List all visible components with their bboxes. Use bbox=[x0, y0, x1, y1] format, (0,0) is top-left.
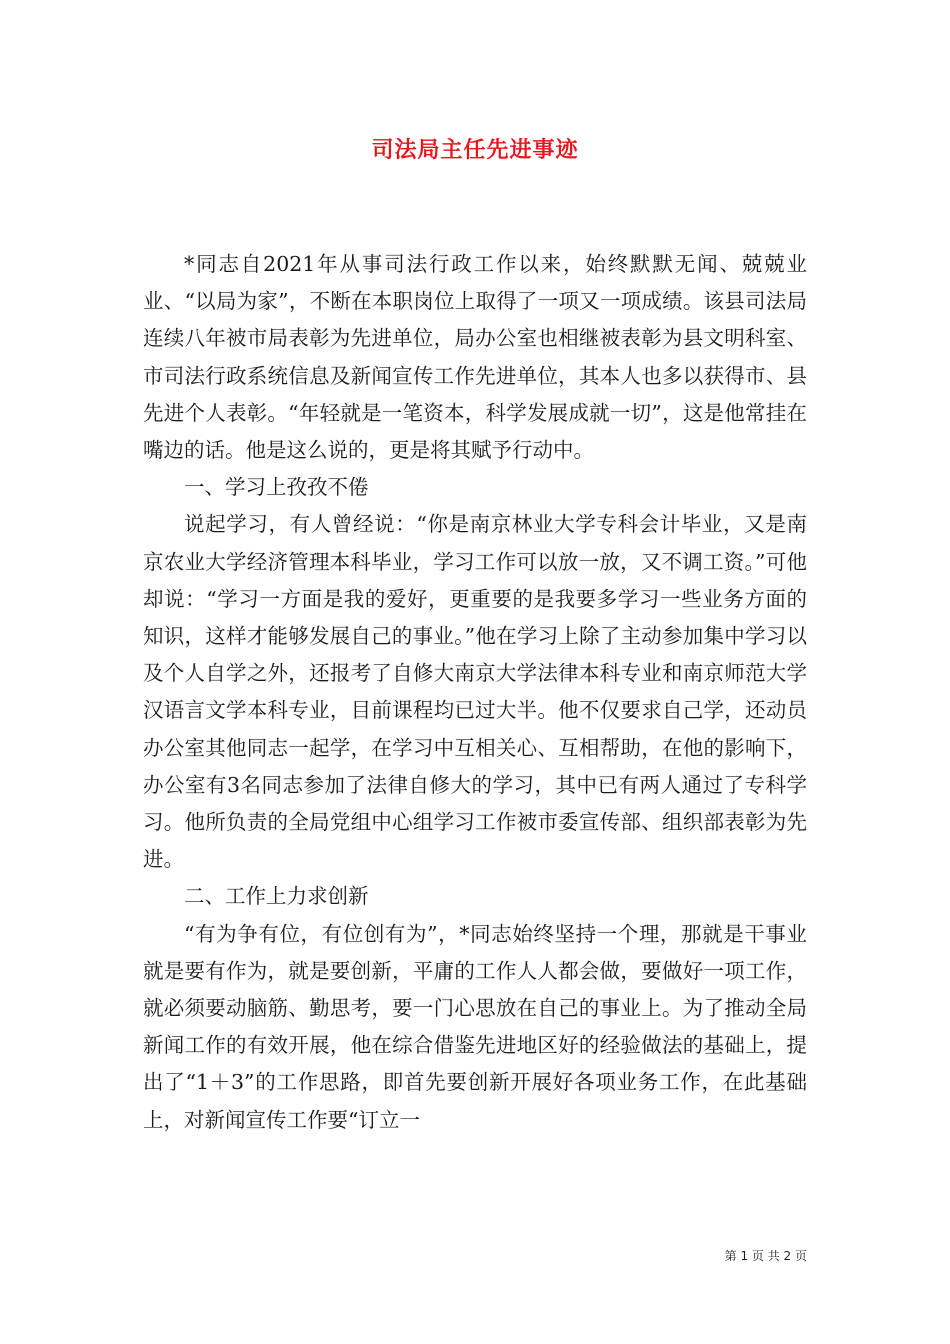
section-heading-study: 一、学习上孜孜不倦 bbox=[184, 475, 369, 500]
paragraph-intro: *同志自2021年从事司法行政工作以来，始终默默无闻、兢兢业业、“以局为家”，不断在本职岗位上取得了一项又一项成绩。该县司法局连续八年被市局表彰为先进单位，局办公室也相继被表彰为县文明科室、市司法行政系统信息及新闻宣传工作先进单位，其本人也多以获得市、县先进个人表彰。“年轻就是一笔资本，科学发展成就一切”，这是他常挂在嘴边的话。他是这么说的，更是将其赋予行动中。 bbox=[143, 252, 807, 463]
paragraph-innovation: “有为争有位，有位创有为”，*同志始终坚持一个理，那就是干事业就是要有作为，就是要创新，平庸的工作人人都会做，要做好一项工作，就必须要动脑筋、勤思考，要一门心思放在自己的事业上。为了推动全局新闻工作的有效开展，他在综合借鉴先进地区好的经验做法的基础上，提出了“1＋3”的工作思路，即首先要创新开展好各项业务工作，在此基础上，对新闻宣传工作要“订立一 bbox=[143, 921, 807, 1132]
section-heading-innovation: 二、工作上力求创新 bbox=[184, 884, 369, 909]
document-body bbox=[143, 246, 807, 1139]
paragraph-study: 说起学习，有人曾经说：“你是南京林业大学专科会计毕业，又是南京农业大学经济管理本科毕业，学习工作可以放一放，又不调工资。”可他却说：“学习一方面是我的爱好，更重要的是我要多学习一些业务方面的知识，这样才能够发展自己的事业。”他在学习上除了主动参加集中学习以及个人自学之外，还报考了自修大南京大学法律本科专业和南京师范大学汉语言文学本科专业，目前课程均已过大半。他不仅要求自己学，还动员办公室其他同志一起学，在学习中互相关心、互相帮助，在他的影响下，办公室有3名同志参加了法律自修大的学习，其中已有两人通过了专科学习。他所负责的全局党组中心组学习工作被市委宣传部、组织部表彰为先进。 bbox=[143, 512, 807, 872]
page-footer: 第 1 页 共 2 页 bbox=[724, 1249, 807, 1263]
page-title: 司法局主任先进事迹 bbox=[371, 138, 579, 163]
